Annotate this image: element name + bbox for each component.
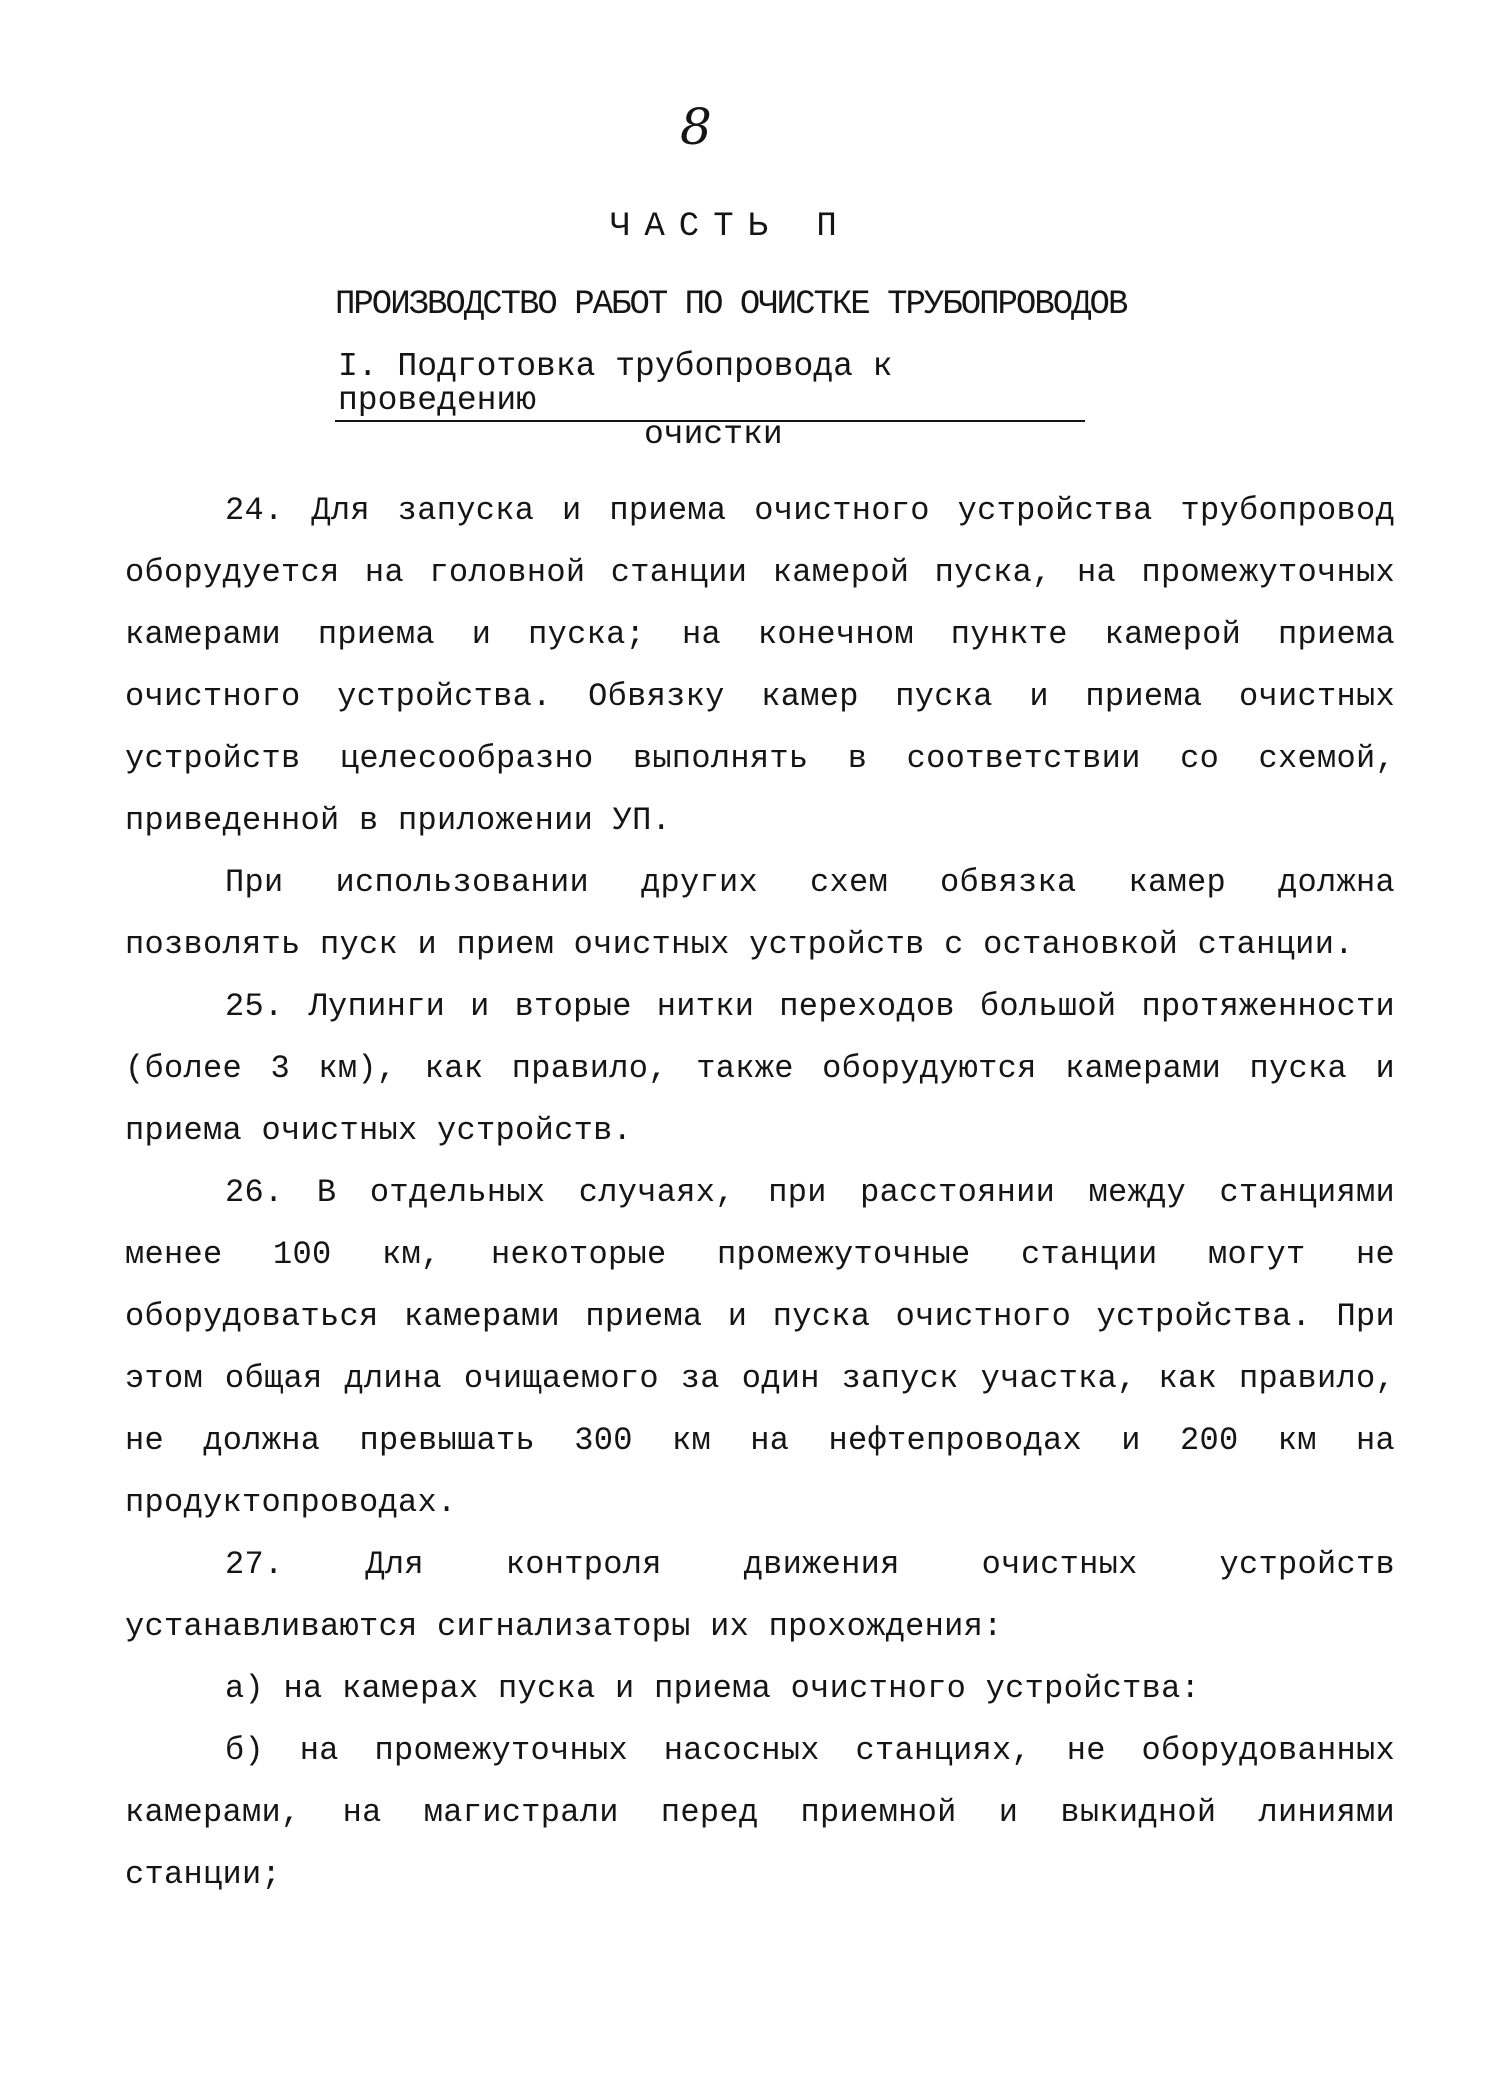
subsection-underline	[335, 420, 1085, 422]
paragraph-24: 24. Для запуска и приема очистного устройства трубопровод оборудуется на головной станции камерой пуска, на промежуточных камерами приема и пуска; на конечном пункте камерой приема очистного устройства. Обвязку камер пуска и приема очистных устройств целесообразно выполнять в соответствии со схемой, приведенной в приложении УП.	[125, 492, 1395, 839]
paragraph-24-continued: При использовании других схем обвязка камер должна позволять пуск и прием очистных устройств с остановкой станции.	[125, 864, 1395, 963]
subsection-heading	[338, 350, 1088, 452]
paragraph-26: 26. В отдельных случаях, при расстоянии между станциями менее 100 км, некоторые промежуточные станции могут не оборудоваться камерами приема и пуска очистного устройства. При этом общая длина очищаемого за один запуск участка, как правило, не должна превышать 300 км на нефтепроводах и 200 км на продуктопроводах.	[125, 1174, 1395, 1521]
list-item-b: б) на промежуточных насосных станциях, не оборудованных камерами, на магистрали перед приемной и выкидной линиями станции;	[125, 1732, 1395, 1893]
subsection-heading-line2: очистки	[644, 416, 783, 453]
paragraph-27: 27. Для контроля движения очистных устройств устанавливаются сигнализаторы их прохождения:	[125, 1546, 1395, 1645]
section-title: ПРОИЗВОДСТВО РАБОТ ПО ОЧИСТКЕ ТРУБОПРОВОДОВ	[335, 286, 1127, 324]
body-text	[125, 480, 1395, 1906]
part-title: ЧАСТЬ П	[610, 208, 851, 246]
paragraph-25: 25. Лупинги и вторые нитки переходов большой протяженности (более 3 км), как правило, также оборудуются камерами пуска и приема очистных устройств.	[125, 988, 1395, 1149]
subsection-heading-line1: I. Подготовка трубопровода к проведению	[338, 348, 893, 419]
page-number: 8	[680, 98, 712, 156]
list-item-a: а) на камерах пуска и приема очистного устройства:	[225, 1670, 1201, 1707]
